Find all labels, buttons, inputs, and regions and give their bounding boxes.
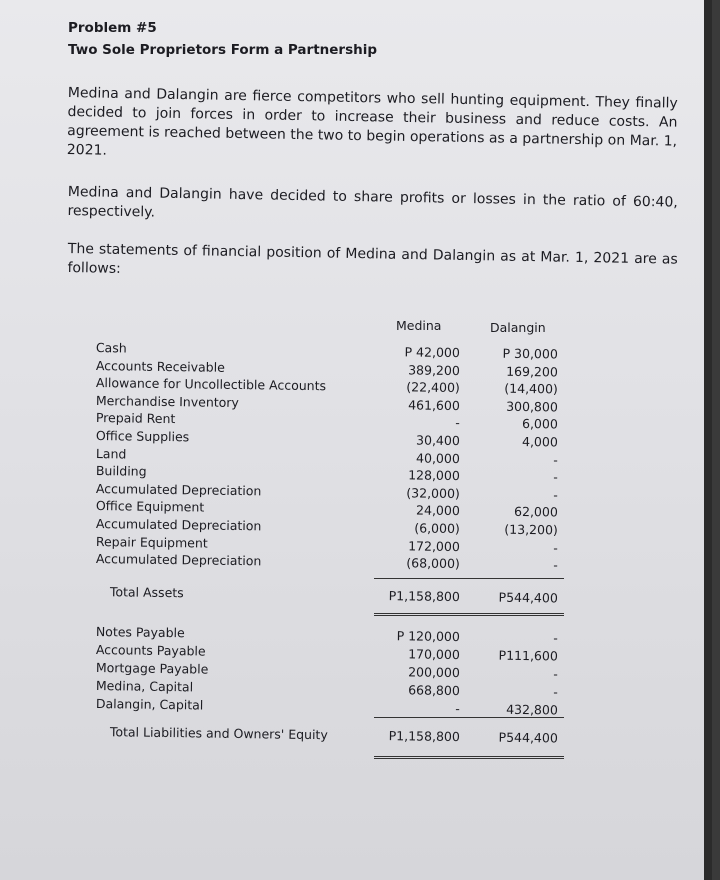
row-label: Accounts Payable	[95, 642, 206, 659]
medina-amount: (68,000)	[406, 555, 460, 572]
total-le-double-rule	[374, 756, 564, 759]
total-liabilities-equity-row	[0, 723, 712, 751]
medina-amount: 200,000	[408, 664, 460, 681]
liabilities-subtotal-rule	[374, 717, 564, 718]
row-label: Allowance for Uncollectible Accounts	[95, 375, 327, 394]
assets-subtotal-rule	[374, 578, 564, 579]
medina-amount: (32,000)	[406, 485, 460, 501]
medina-amount: 461,600	[408, 397, 460, 413]
medina-amount: 24,000	[416, 502, 460, 519]
row-label: Total Liabilities and Owners' Equity	[109, 724, 328, 743]
dalangin-amount: 169,200	[506, 363, 558, 380]
medina-amount: 40,000	[416, 450, 460, 466]
total-assets-double-rule	[374, 613, 564, 616]
dalangin-amount: P111,600	[498, 647, 558, 664]
medina-amount: (6,000)	[414, 520, 460, 537]
paragraph-intro: Medina and Dalangin are fierce competitors who sell hunting equipment. They finally decided to join forces in order to increase their business and reduce costs. An agreement is reached between the two to begin operations as a partnership on Mar. 1, 2021.	[66, 84, 678, 159]
dalangin-amount: P 30,000	[502, 345, 558, 362]
row-label: Office Equipment	[95, 498, 205, 515]
medina-amount: 170,000	[408, 646, 460, 663]
row-label: Cash	[95, 340, 127, 356]
medina-amount: 30,400	[416, 432, 460, 449]
dalangin-amount: 432,800	[506, 701, 558, 718]
row-label: Repair Equipment	[95, 533, 208, 551]
dalangin-amount: 300,800	[506, 398, 558, 415]
dalangin-amount: (13,200)	[504, 521, 558, 538]
dalangin-amount: (14,400)	[504, 380, 558, 397]
dalangin-amount: -	[553, 451, 558, 468]
dalangin-amount: -	[553, 557, 558, 573]
medina-amount: P 120,000	[396, 628, 460, 645]
dalangin-amount: 62,000	[513, 504, 558, 520]
dalangin-amount: 4,000	[521, 433, 558, 450]
row-label: Land	[95, 445, 127, 462]
total-assets-row	[0, 583, 712, 611]
row-label: Accumulated Depreciation	[95, 480, 262, 499]
row-label: Accumulated Depreciation	[95, 551, 262, 569]
column-header-medina: Medina	[396, 318, 442, 333]
medina-amount: (22,400)	[406, 379, 460, 396]
dalangin-amount: P544,400	[498, 729, 558, 746]
row-label: Merchandise Inventory	[95, 392, 240, 410]
dalangin-amount: 6,000	[521, 416, 558, 432]
row-label: Notes Payable	[95, 624, 185, 641]
medina-amount: P1,158,800	[388, 728, 460, 745]
paragraph-ratio: Medina and Dalangin have decided to share profits or losses in the ratio of 60:40, respectively.	[67, 183, 678, 221]
dalangin-amount: -	[553, 539, 558, 556]
medina-amount: -	[455, 701, 460, 717]
row-label: Accumulated Depreciation	[95, 516, 262, 534]
row-label: Medina, Capital	[95, 678, 194, 695]
medina-amount: P 42,000	[404, 344, 460, 361]
problem-title: Two Sole Proprietors Form a Partnership	[68, 42, 378, 58]
dalangin-amount: -	[553, 487, 558, 503]
row-label: Building	[95, 463, 147, 479]
medina-amount: 172,000	[408, 537, 460, 554]
medina-amount: P1,158,800	[388, 588, 460, 605]
dalangin-amount: P544,400	[498, 589, 558, 606]
problem-number: Problem #5	[68, 20, 157, 36]
medina-amount: 389,200	[408, 361, 460, 378]
row-label: Dalangin, Capital	[95, 696, 204, 713]
column-header-dalangin: Dalangin	[490, 320, 546, 335]
dalangin-amount: -	[553, 630, 558, 646]
row-label: Office Supplies	[95, 428, 190, 445]
dalangin-amount: -	[553, 469, 558, 485]
dalangin-amount: -	[553, 666, 558, 682]
medina-amount: 128,000	[408, 467, 460, 484]
medina-amount: -	[455, 415, 460, 431]
row-label: Prepaid Rent	[95, 410, 176, 427]
row-label: Accounts Receivable	[95, 357, 225, 375]
dalangin-amount: -	[553, 684, 558, 700]
paragraph-statements: The statements of financial position of Medina and Dalangin as at Mar. 1, 2021 are as follows:	[67, 240, 678, 277]
medina-amount: 668,800	[408, 682, 460, 699]
row-label: Total Assets	[109, 584, 184, 601]
row-label: Mortgage Payable	[95, 660, 209, 677]
